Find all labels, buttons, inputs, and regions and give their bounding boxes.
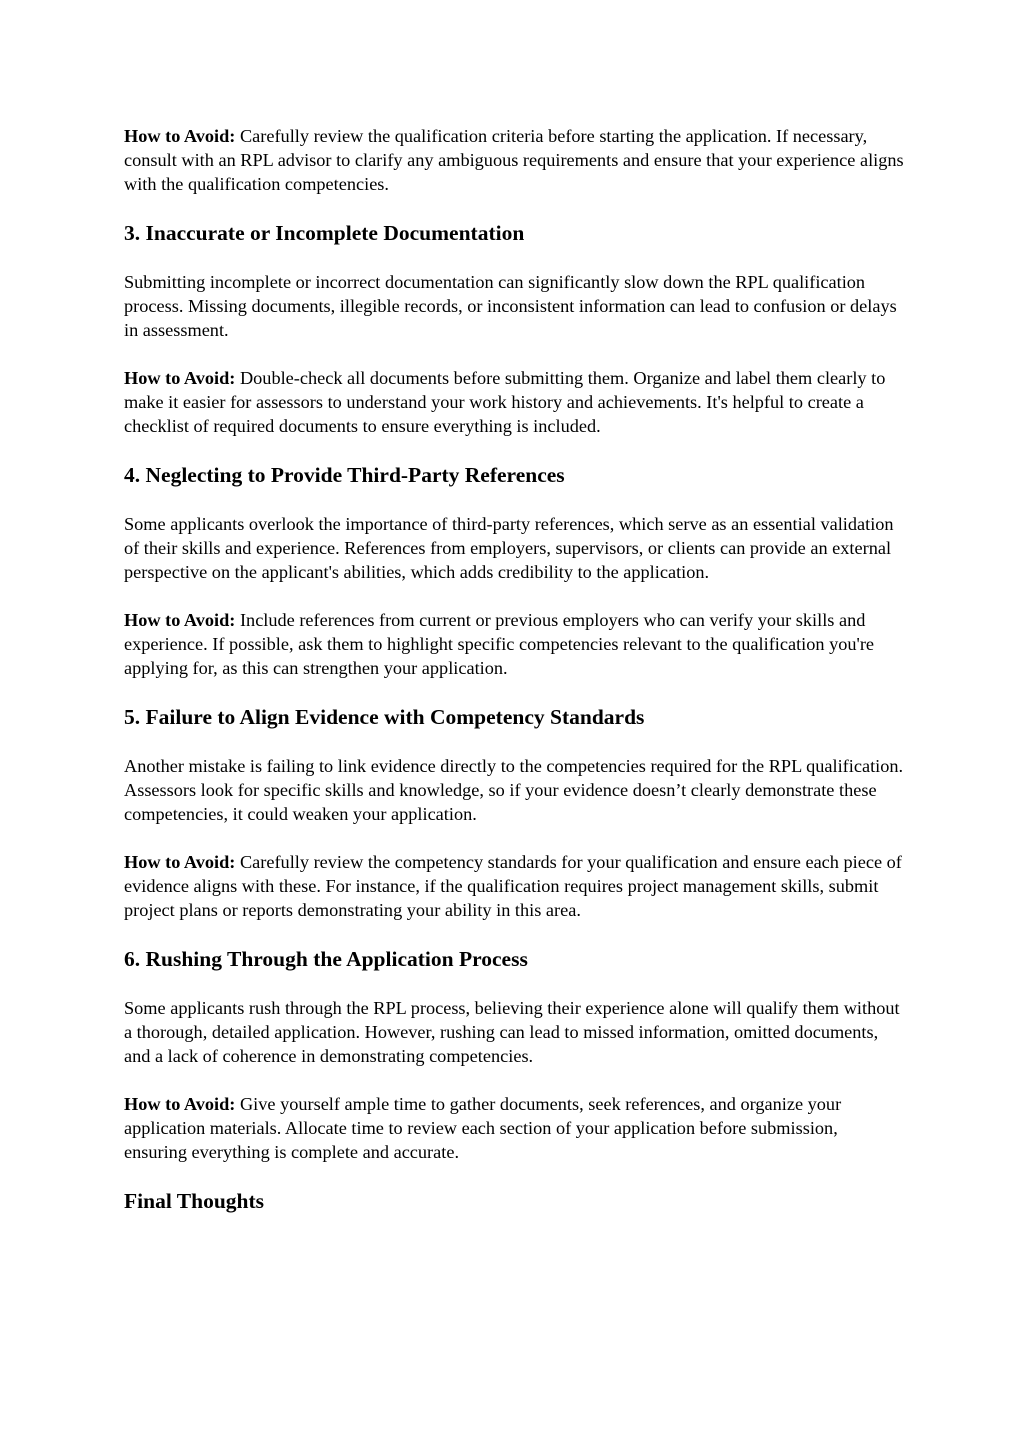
- how-to-avoid-label: How to Avoid:: [124, 1094, 236, 1114]
- section-heading-5: 5. Failure to Align Evidence with Competency Standards: [124, 705, 645, 729]
- how-to-avoid-label: How to Avoid:: [124, 852, 236, 872]
- paragraph-text: Double-check all documents before submitting them. Organize and label them clearly to make it easier for assessors to understand your work history and achievements. It's helpful to create a checklist of required documents to ensure everything is included.: [124, 368, 886, 436]
- how-to-avoid-label: How to Avoid:: [124, 126, 236, 146]
- section-heading-3: 3. Inaccurate or Incomplete Documentation: [124, 221, 525, 245]
- how-to-avoid-paragraph: [124, 366, 904, 438]
- paragraph-text: Give yourself ample time to gather documents, seek references, and organize your application materials. Allocate time to review each section of your application before submission, ensuring everything is complete and accurate.: [124, 1094, 842, 1162]
- paragraph-text: Include references from current or previous employers who can verify your skills and experience. If possible, ask them to highlight specific competencies relevant to the qualification you're applying for, as this can strengthen your application.: [124, 610, 875, 678]
- how-to-avoid-label: How to Avoid:: [124, 368, 236, 388]
- body-paragraph: Another mistake is failing to link evidence directly to the competencies required for the RPL qualification. Assessors look for specific skills and knowledge, so if your evidence doesn’t clearly demonstrate these competencies, it could weaken your application.: [124, 756, 904, 824]
- how-to-avoid-label: How to Avoid:: [124, 610, 236, 630]
- how-to-avoid-paragraph: [124, 124, 904, 196]
- body-paragraph: Submitting incomplete or incorrect documentation can significantly slow down the RPL qualification process. Missing documents, illegible records, or inconsistent information can lead to confusion or delays in assessment.: [124, 272, 897, 340]
- final-thoughts-heading: Final Thoughts: [124, 1189, 265, 1213]
- how-to-avoid-paragraph: [124, 608, 904, 680]
- body-paragraph: Some applicants overlook the importance of third-party references, which serve as an essential validation of their skills and experience. References from employers, supervisors, or clients can provide an external perspective on the applicant's abilities, which adds credibility to the application.: [124, 514, 894, 582]
- how-to-avoid-paragraph: [124, 850, 904, 922]
- paragraph-text: Carefully review the qualification criteria before starting the application. If necessary, consult with an RPL advisor to clarify any ambiguous requirements and ensure that your experience aligns with the qualification competencies.: [124, 126, 904, 194]
- body-paragraph: Some applicants rush through the RPL process, believing their experience alone will qualify them without a thorough, detailed application. However, rushing can lead to missed information, omitted documents, and a lack of coherence in demonstrating competencies.: [124, 998, 900, 1066]
- document-body: [124, 124, 904, 1214]
- section-heading-6: 6. Rushing Through the Application Process: [124, 947, 528, 971]
- paragraph-text: Carefully review the competency standards for your qualification and ensure each piece of evidence aligns with these. For instance, if the qualification requires project management skills, submit project plans or reports demonstrating your ability in this area.: [124, 852, 902, 920]
- how-to-avoid-paragraph: [124, 1092, 904, 1164]
- section-heading-4: 4. Neglecting to Provide Third-Party References: [124, 463, 565, 487]
